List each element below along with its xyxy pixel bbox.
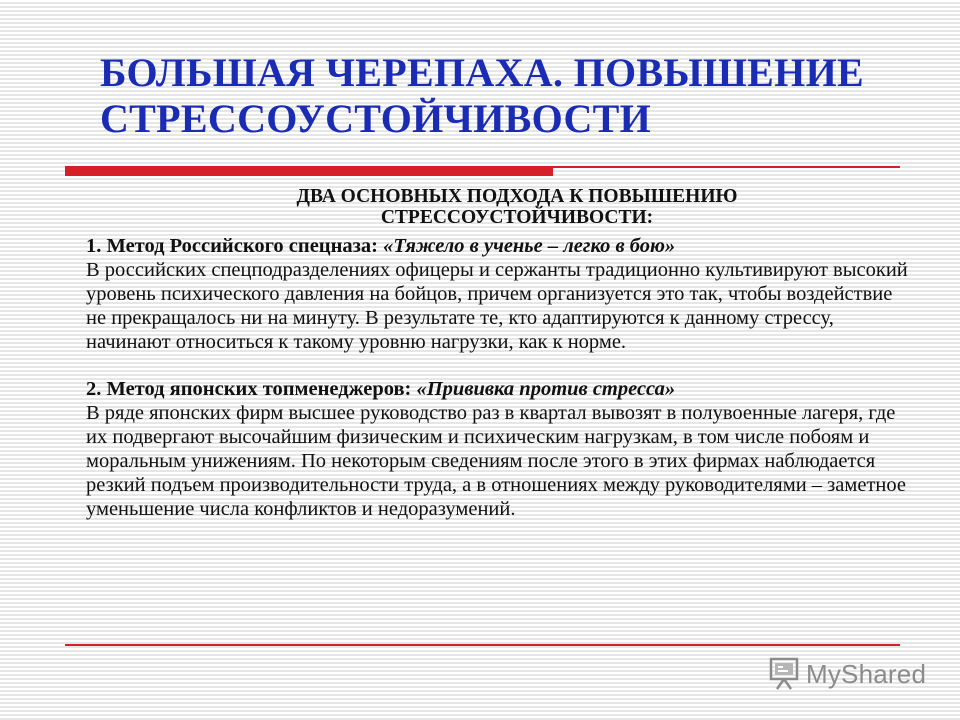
method-2 (86, 377, 908, 521)
method-2-motto: «Прививка против стресса» (416, 378, 676, 400)
slide-title-line-1: БОЛЬШАЯ ЧЕРЕПАХА. ПОВЫШЕНИЕ (100, 50, 864, 95)
method-1-motto: «Тяжело в ученье – легко в бою» (383, 235, 676, 257)
method-1 (86, 234, 908, 354)
section-subtitle-line-1: ДВА ОСНОВНЫХ ПОДХОДА К ПОВЫШЕНИЮ (296, 186, 738, 207)
title-underline-thin (553, 166, 900, 168)
watermark[interactable] (768, 654, 926, 694)
method-1-heading: 1. Метод Российского спецназа: (86, 235, 378, 257)
slide-title (100, 50, 920, 142)
watermark-brand: MyShared (806, 658, 927, 689)
method-2-heading: 2. Метод японских топменеджеров: (86, 378, 412, 400)
method-1-heading-line (86, 234, 908, 258)
slide-content (86, 186, 908, 521)
paragraph-spacer (86, 354, 908, 377)
section-subtitle (86, 186, 908, 228)
title-underline-thick (65, 166, 553, 176)
method-1-body: В российских спецподразделениях офицеры и сержанты традиционно культивируют высокий уровень психического давления на бойцов, причем организуется это так, чтобы воздействие не прекращалось ни на минуту. В результате те, кто адаптируются к данному стрессу, начинают относиться к такому уровню нагрузки, как к норме. (86, 259, 908, 353)
method-2-heading-line (86, 377, 908, 401)
slide-title-line-2: СТРЕССОУСТОЙЧИВОСТИ (100, 96, 652, 141)
method-2-body: В ряде японских фирм высшее руководство раз в квартал вывозят в полувоенные лагеря, где их подвергают высочайшим физическим и психическим нагрузкам, в том числе побоям и моральным унижениям. По некоторым сведениям после этого в этих фирмах наблюдается резкий подъем производительности труда, а в отношениях между руководителями – заметное уменьшение числа конфликтов и недоразумений. (86, 402, 906, 520)
section-subtitle-line-2: СТРЕССОУСТОЙЧИВОСТИ: (380, 207, 654, 228)
footer-rule (65, 644, 900, 646)
presentation-screen-icon (768, 657, 800, 691)
